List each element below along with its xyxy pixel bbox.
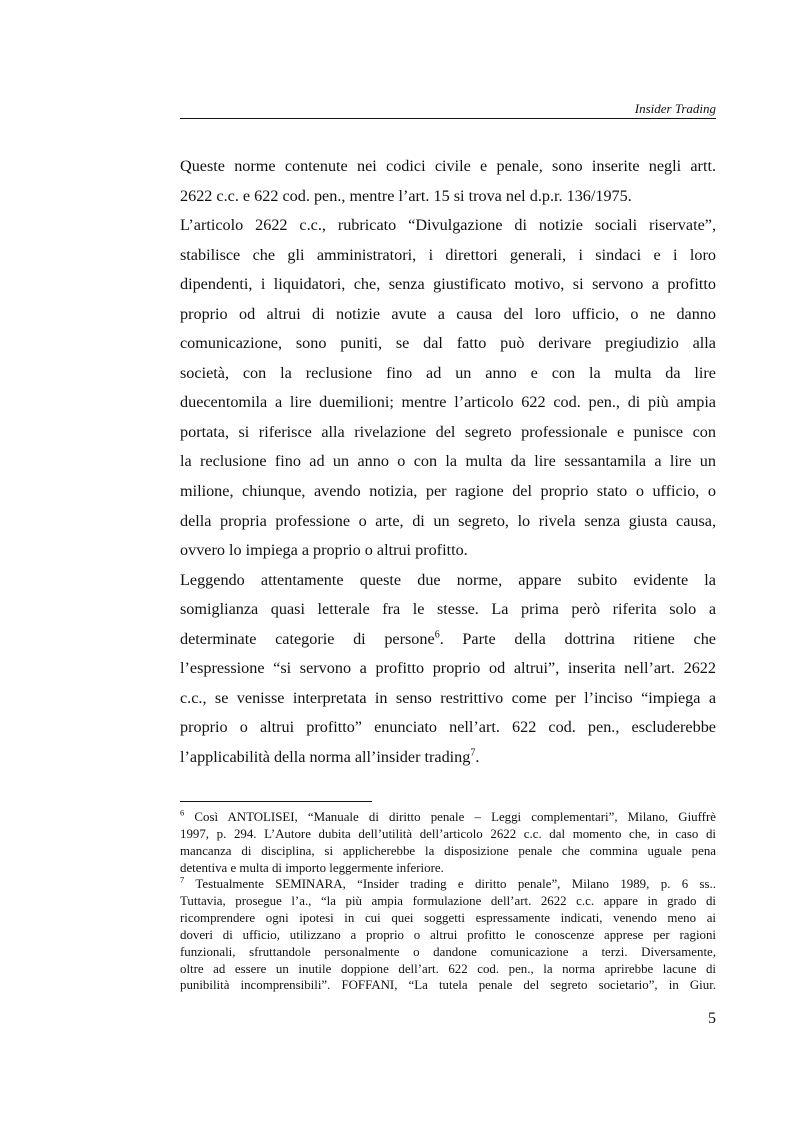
text-line: comunicazione, sono puniti, se dal fatto può derivare pregiudizio alla <box>180 334 716 353</box>
footnote-reference[interactable]: 7 <box>470 747 476 759</box>
body-paragraph <box>180 211 716 566</box>
footnote-7 <box>180 876 716 994</box>
footnote-line: $^7$ Testualmente SEMINARA, “Insider trading e diritto penale”, Milano 1989, p. 6 ss.. <box>180 875 716 892</box>
text-line: proprio o altrui profitto” enunciato nell’art. 622 cod. pen., escluderebbe <box>180 718 716 737</box>
text-line: la reclusione fino ad un anno o con la multa da lire sessantamila a lire un <box>180 452 716 471</box>
footnote-reference[interactable]: 6 <box>434 629 440 641</box>
footnote-line: Tuttavia, prosegue l’a., “la più ampia formulazione dell’art. 2622 c.c. appare in grado di <box>180 894 716 909</box>
text-line: proprio od altrui di notizie avute a causa del loro ufficio, o ne danno <box>180 304 716 323</box>
text-line: dipendenti, i liquidatori, che, senza giustificato motivo, si servono a profitto <box>180 275 716 294</box>
text-line: c.c., se venisse interpretata in senso restrittivo come per l’inciso “impiega a <box>180 688 716 707</box>
text-line: Leggendo attentamente queste due norme, appare subito evidente la <box>180 570 716 589</box>
footnote-line: mancanza di disciplina, si applicherebbe la disposizione penale che commina uguale pena <box>180 843 716 858</box>
text-line: somiglianza quasi letterale fra le stesse. La prima però riferita solo a <box>180 600 716 619</box>
text-line: determinate categorie di persone$^6$. Parte della dottrina ritiene che <box>180 629 716 648</box>
footnote-line: doveri di ufficio, utilizzano a proprio o altrui profitto le conoscenze apprese per ragioni <box>180 927 716 942</box>
text-line: stabilisce che gli amministratori, i direttori generali, i sindaci e i loro <box>180 245 716 264</box>
footnote-line: detentiva e multa di importo leggermente inferiore. <box>180 860 444 875</box>
footnote-6 <box>180 809 716 876</box>
header-rule <box>180 118 716 119</box>
text-line: della propria professione o arte, di un segreto, lo rivela senza giusta causa, <box>180 511 716 530</box>
text-line: L’articolo 2622 c.c., rubricato “Divulgazione di notizie sociali riservate”, <box>180 216 716 235</box>
body-paragraph <box>180 152 716 211</box>
footnote-line: 1997, p. 294. L’Autore dubita dell’utilità dell’articolo 2622 c.c. dal momento che, in caso di <box>180 826 716 841</box>
footnote-line: $^6$ Così ANTOLISEI, “Manuale di diritto penale – Leggi complementari”, Milano, Giuffrè <box>180 807 716 824</box>
text-line: duecentomila a lire duemilioni; mentre l’articolo 622 cod. pen., di più ampia <box>180 393 716 412</box>
text-line: l’espressione “si servono a profitto proprio od altrui”, inserita nell’art. 2622 <box>180 659 716 678</box>
footnote-separator <box>180 801 372 802</box>
footnote-number: 6 <box>180 807 185 818</box>
footnote-line: oltre ad essere un inutile doppione dell’art. 622 cod. pen., la norma aprirebbe lacune di <box>180 961 716 976</box>
footnote-line: funzionali, sfruttandole personalmente o dandone comunicazione a terzi. Diversamente, <box>180 944 716 959</box>
text-line: 2622 c.c. e 622 cod. pen., mentre l’art. 15 si trova nel d.p.r. 136/1975. <box>180 186 632 205</box>
text-line: Queste norme contenute nei codici civile e penale, sono inserite negli artt. <box>180 157 716 175</box>
text-line: ovvero lo impiega a proprio o altrui profitto. <box>180 541 468 560</box>
text-line: milione, chiunque, avendo notizia, per ragione del proprio stato o ufficio, o <box>180 482 716 501</box>
text-line: società, con la reclusione fino ad un anno e con la multa da lire <box>180 363 716 382</box>
footnote-line: punibilità incomprensibili”. FOFFANI, “La tutela penale del segreto societario”, in Giur. <box>180 978 716 993</box>
text-line: l’applicabilità della norma all’insider trading$^7$. <box>180 747 480 766</box>
body-text <box>180 152 716 772</box>
footnote-line: ricomprendere ogni ipotesi in cui quei soggetti espressamente indicati, venendo meno ai <box>180 911 716 926</box>
footnotes <box>180 809 716 994</box>
page-number: 5 <box>708 1010 716 1027</box>
footnote-number: 7 <box>180 875 185 886</box>
text-line: portata, si riferisce alla rivelazione del segreto professionale e punisce con <box>180 422 716 441</box>
body-paragraph <box>180 566 716 773</box>
running-header-title: Insider Trading <box>634 101 716 116</box>
